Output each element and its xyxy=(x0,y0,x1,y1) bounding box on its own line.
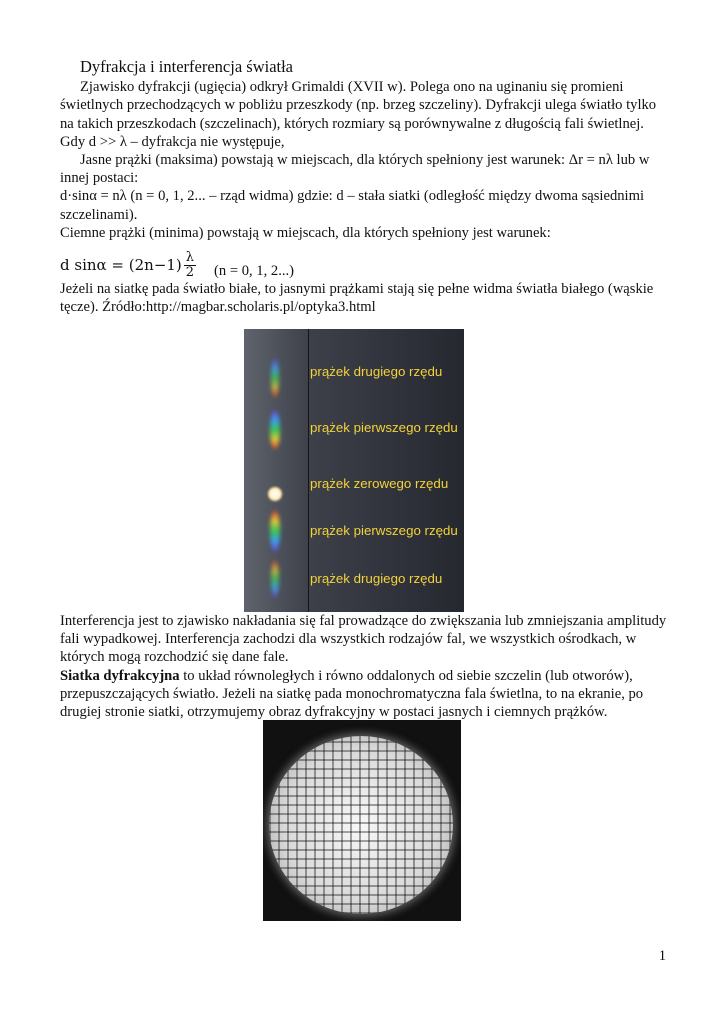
spectrum-spot-2nd-lower xyxy=(271,561,279,597)
paragraph-interference: Interferencja jest to zjawisko nakładania się fal prowadzące do zwiększania lub zmniejszania amplitudy fali wypadkowej. Interferencja zachodzi dla wszystkich rodzajów fal, we wszystkich ośrodkach, w których mogą rozchodzić się dane fale. xyxy=(60,613,667,666)
spectrum-spot-2nd-upper xyxy=(271,359,279,397)
spectrum-spot-zero xyxy=(268,487,282,501)
document-body xyxy=(60,58,670,316)
spectrum-label-zero: prążek zerowego rzędu xyxy=(310,476,449,491)
spectrum-spot-1st-upper xyxy=(270,411,280,449)
minima-formula-row xyxy=(60,244,670,280)
formula-lhs: d sinα = (2n−1) xyxy=(60,256,182,275)
document-body-lower xyxy=(60,612,670,721)
spectrum-spot-1st-lower xyxy=(270,511,280,551)
paragraph-diffraction-intro: Zjawisko dyfrakcji (ugięcia) odkrył Grimaldi (XVII w). Polega ono na uginaniu się promieni świetlnych przechodzących w pobliżu przeszkody (np. brzeg szczeliny). Dyfrakcji ulega światło tylko na takich przeszkodach (szczelinach), których rozmiary są porównywalne z długością fali świetlnej. xyxy=(60,79,657,132)
page-number: 1 xyxy=(658,948,666,964)
paragraph-grating-equation: d·sinα = nλ (n = 0, 1, 2... – rząd widma) gdzie: d – stała siatki (odległość między dwoma sąsiednimi szczelinami). xyxy=(60,188,645,223)
minima-formula xyxy=(60,251,196,280)
spectrum-label-2nd-upper: prążek drugiego rzędu xyxy=(310,364,443,379)
paragraph-minima: Ciemne prążki (minima) powstają w miejscach, dla których spełniony jest warunek: xyxy=(60,224,551,241)
paragraph-grating xyxy=(60,667,670,722)
paragraph-grating-text: to układ równoległych i równo oddalonych od siebie szczelin (lub otworów), przepuszczających światło. Jeżeli na siatkę pada monochromatyczna fala świetlna, to na ekranie, po drugiej stronie siatki, otrzymujemy obraz dyfrakcyjny w postaci jasnych i ciemnych prążków. xyxy=(60,667,644,721)
image-divider xyxy=(308,329,309,612)
spectrum-label-2nd-lower: prążek drugiego rzędu xyxy=(310,571,443,586)
formula-numerator: λ xyxy=(185,250,195,266)
formula-note: (n = 0, 1, 2...) xyxy=(214,262,295,279)
spectrum-label-1st-lower: prążek pierwszego rzędu xyxy=(310,523,458,538)
paragraph-maxima: Jasne prążki (maksima) powstają w miejscach, dla których spełniony jest warunek: Δr = nλ lub w innej postaci: xyxy=(60,152,650,187)
diffraction-grating-image xyxy=(263,720,461,921)
paragraph-white-light: Jeżeli na siatkę pada światło białe, to jasnymi prążkami stają się pełne widma światła białego (wąskie tęcze). Źródło:http://magbar.scholaris.pl/optyka3.html xyxy=(60,281,654,316)
formula-denominator: 2 xyxy=(185,265,195,281)
term-diffraction-grating: Siatka dyfrakcyjna xyxy=(60,667,180,684)
grating-disc xyxy=(269,736,453,914)
spectrum-label-1st-upper: prążek pierwszego rzędu xyxy=(310,420,458,435)
diffraction-spectrum-image xyxy=(244,329,464,612)
formula-fraction xyxy=(184,251,196,280)
page-title: Dyfrakcja i interferencja światła xyxy=(80,57,294,76)
paragraph-no-diffraction: Gdy d >> λ – dyfrakcja nie występuje, xyxy=(60,133,285,150)
